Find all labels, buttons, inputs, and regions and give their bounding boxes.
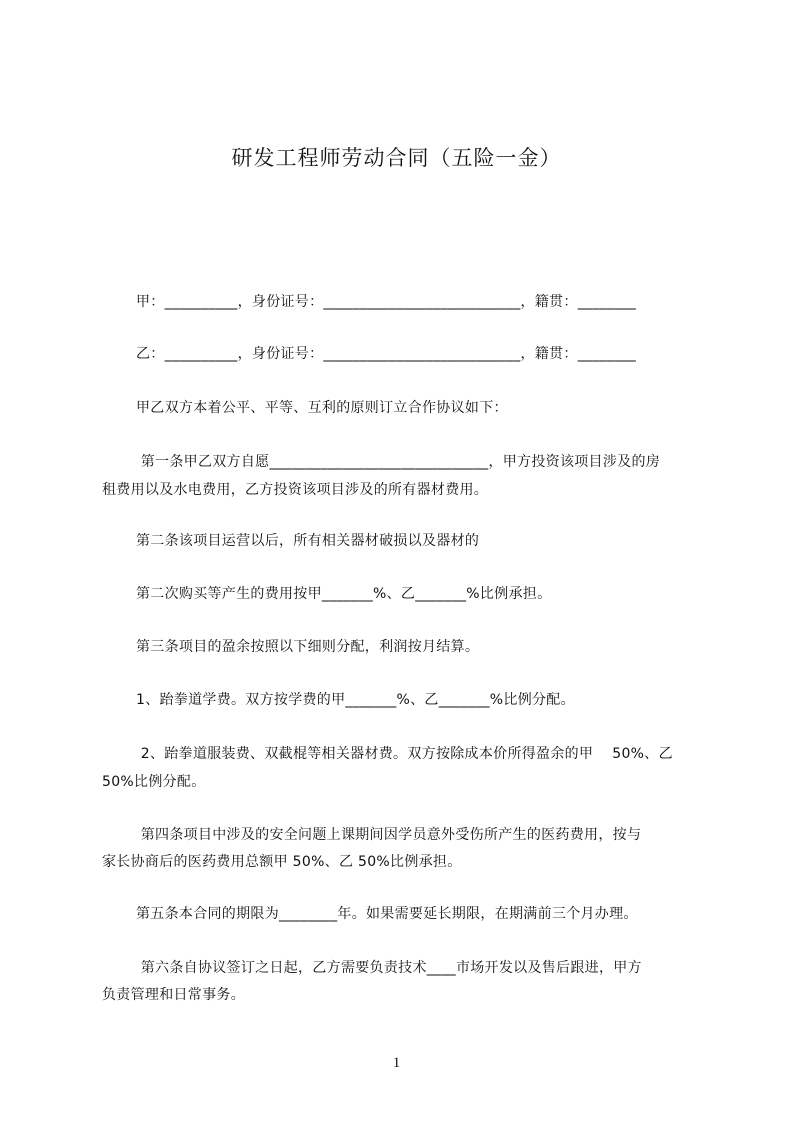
article-2-line-1: 第二条该项目运营以后，所有相关器材破损以及器材的 — [136, 533, 480, 549]
article-5: 第五条本合同的期限为________年。如果需要延长期限，在期满前三个月办理。 — [136, 906, 638, 922]
article-1-line-2: 租费用以及水电费用，乙方投资该项目涉及的所有器材费用。 — [102, 482, 489, 498]
item-2-line-1: 2、跆拳道服装费、双截棍等相关器材费。双方按除成本价所得盈余的甲 50%、乙 — [136, 746, 673, 762]
party-a-line: 甲：__________，身份证号：___________________________，籍贯：________ — [136, 294, 637, 310]
item-2-line-2: 50%比例分配。 — [102, 774, 206, 790]
party-b-line: 乙：__________，身份证号：___________________________，籍贯：________ — [136, 346, 637, 362]
item-1: 1、跆拳道学费。双方按学费的甲_______%、乙_______%比例分配。 — [136, 692, 575, 708]
document-title: 研发工程师劳动合同（五险一金） — [231, 146, 562, 170]
intro-paragraph: 甲乙双方本着公平、平等、互利的原则订立合作协议如下： — [136, 400, 508, 416]
article-2-line-2: 第二次购买等产生的费用按甲_______%、乙_______%比例承担。 — [136, 586, 552, 602]
article-6-line-1: 第六条自协议签订之日起，乙方需要负责技术____市场开发以及售后跟进，甲方 — [136, 960, 642, 976]
article-6-line-2: 负责管理和日常事务。 — [102, 987, 245, 1003]
article-4-line-1: 第四条项目中涉及的安全问题上课期间因学员意外受伤所产生的医药费用，按与 — [136, 827, 642, 843]
article-1-line-1: 第一条甲乙双方自愿______________________________，甲方投资该项目涉及的房 — [136, 454, 661, 470]
page-number: 1 — [392, 1055, 401, 1071]
article-4-line-2: 家长协商后的医药费用总额甲 50%、乙 50%比例承担。 — [102, 854, 462, 870]
article-3: 第三条项目的盈余按照以下细则分配，利润按月结算。 — [136, 639, 480, 655]
